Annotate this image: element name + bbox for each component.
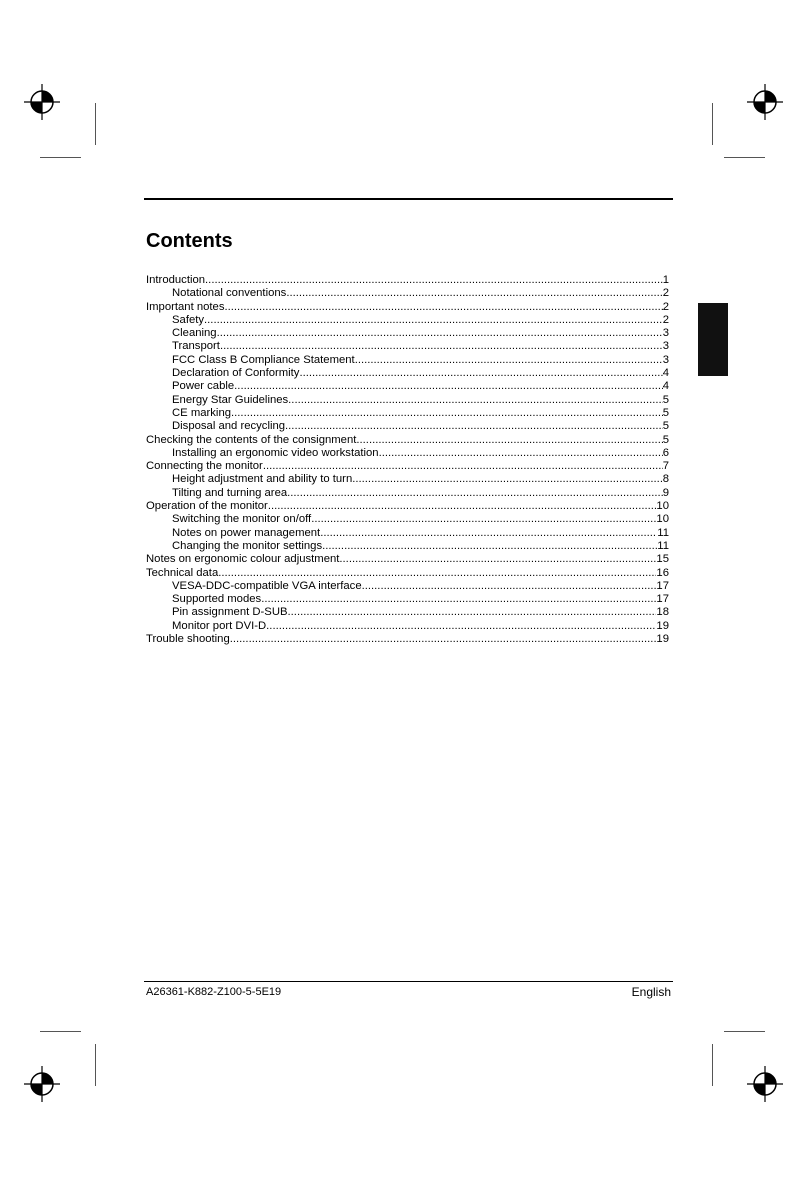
crop-line (724, 1031, 765, 1032)
toc-entry-page: 11 (657, 539, 669, 552)
registration-mark-icon (22, 1064, 62, 1104)
toc-entry-page: 15 (656, 553, 669, 566)
toc-leader-dots (355, 354, 663, 367)
registration-mark-icon (745, 82, 785, 122)
toc-entry[interactable] (146, 580, 669, 593)
toc-entry-page: 10 (656, 500, 669, 513)
toc-entry[interactable] (146, 434, 669, 447)
toc-entry[interactable] (146, 567, 669, 580)
toc-entry-page: 17 (656, 593, 669, 606)
toc-entry-label: Operation of the monitor (146, 500, 268, 513)
toc-leader-dots (234, 380, 663, 393)
document-code: A26361-K882-Z100-5-5E19 (146, 986, 282, 998)
toc-leader-dots (299, 367, 662, 380)
toc-leader-dots (311, 513, 656, 526)
toc-entry-label: Supported modes (172, 593, 262, 606)
toc-entry-page: 2 (662, 313, 669, 326)
page-title: Contents (146, 230, 233, 252)
toc-entry-label: Changing the monitor settings (172, 539, 323, 552)
toc-entry-label: Notes on power management (172, 526, 321, 539)
toc-leader-dots (205, 274, 663, 287)
toc-entry[interactable] (146, 287, 669, 300)
toc-entry-page: 7 (662, 460, 669, 473)
toc-entry-label: Monitor port DVI-D (172, 619, 267, 632)
toc-entry[interactable] (146, 380, 669, 393)
toc-entry-label: Trouble shooting (146, 633, 230, 646)
toc-entry-page: 1 (662, 274, 669, 286)
toc-leader-dots (286, 287, 662, 300)
toc-entry[interactable] (146, 394, 669, 407)
toc-entry[interactable] (146, 327, 669, 340)
toc-entry[interactable] (146, 593, 669, 606)
toc-entry[interactable] (146, 527, 669, 540)
toc-entry-page: 2 (662, 300, 669, 313)
toc-entry-page: 3 (662, 327, 669, 340)
toc-entry-page: 8 (662, 473, 669, 486)
toc-leader-dots (322, 540, 657, 553)
toc-entry[interactable] (146, 354, 669, 367)
toc-leader-dots (225, 301, 663, 314)
registration-mark-icon (745, 1064, 785, 1104)
toc-leader-dots (263, 460, 663, 473)
registration-mark-icon (22, 82, 62, 122)
toc-leader-dots (379, 447, 663, 460)
toc-leader-dots (287, 487, 663, 500)
toc-entry[interactable] (146, 340, 669, 353)
toc-entry-label: Safety (172, 313, 205, 326)
toc-leader-dots (230, 633, 657, 646)
toc-entry-label: Cleaning (172, 327, 217, 340)
toc-entry-label: Power cable (172, 380, 235, 393)
language-tab-marker (698, 303, 728, 376)
toc-entry[interactable] (146, 513, 669, 526)
toc-entry-label: CE marking (172, 406, 232, 419)
toc-entry-label: FCC Class B Compliance Statement (172, 353, 355, 366)
toc-entry[interactable] (146, 301, 669, 314)
toc-entry[interactable] (146, 367, 669, 380)
toc-entry-label: Checking the contents of the consignment (146, 433, 357, 446)
toc-entry[interactable] (146, 447, 669, 460)
toc-leader-dots (285, 420, 663, 433)
toc-entry-label: Transport (172, 340, 220, 353)
toc-leader-dots (220, 340, 663, 353)
toc-entry-page: 16 (656, 566, 669, 579)
toc-entry-label: Disposal and recycling (172, 420, 286, 433)
toc-entry-label: Tilting and turning area (172, 486, 288, 499)
toc-entry-page: 5 (662, 406, 669, 419)
toc-entry-label: Pin assignment D-SUB (172, 606, 288, 619)
crop-line (712, 1044, 713, 1086)
toc-entry-page: 9 (662, 486, 669, 499)
toc-leader-dots (339, 553, 656, 566)
toc-entry[interactable] (146, 633, 669, 646)
toc-entry-label: Notational conventions (172, 287, 287, 300)
toc-entry-page: 2 (662, 287, 669, 300)
crop-line (40, 1031, 81, 1032)
toc-entry[interactable] (146, 606, 669, 619)
toc-entry-page: 3 (662, 353, 669, 366)
toc-leader-dots (320, 527, 657, 540)
toc-entry-page: 6 (662, 446, 669, 459)
footer-language: English (631, 985, 671, 999)
toc-entry[interactable] (146, 420, 669, 433)
toc-entry-page: 17 (656, 579, 669, 592)
toc-entry[interactable] (146, 540, 669, 553)
table-of-contents (146, 274, 669, 646)
toc-entry[interactable] (146, 460, 669, 473)
toc-leader-dots (217, 327, 663, 340)
toc-leader-dots (288, 394, 663, 407)
toc-entry-label: Important notes (146, 300, 225, 313)
toc-entry[interactable] (146, 314, 669, 327)
toc-leader-dots (204, 314, 663, 327)
toc-entry-page: 19 (656, 633, 669, 646)
toc-entry-page: 18 (656, 606, 669, 619)
toc-leader-dots (352, 473, 662, 486)
toc-entry-label: Energy Star Guidelines (172, 393, 289, 406)
toc-entry-page: 5 (662, 433, 669, 446)
toc-leader-dots (266, 620, 656, 633)
toc-entry-page: 10 (656, 513, 669, 526)
toc-leader-dots (231, 407, 663, 420)
toc-leader-dots (268, 500, 657, 513)
toc-entry[interactable] (146, 407, 669, 420)
footer-rule (144, 981, 673, 982)
crop-line (95, 103, 96, 145)
toc-entry[interactable] (146, 553, 669, 566)
toc-entry[interactable] (146, 274, 669, 287)
toc-entry-page: 3 (662, 340, 669, 353)
toc-entry-page: 4 (662, 380, 669, 393)
toc-entry-label: Declaration of Conformity (172, 367, 300, 380)
toc-entry-label: Height adjustment and ability to turn (172, 473, 353, 486)
toc-entry-label: VESA-DDC-compatible VGA interface (172, 579, 362, 592)
crop-line (724, 157, 765, 158)
toc-entry-page: 5 (662, 420, 669, 433)
crop-line (712, 103, 713, 145)
toc-entry[interactable] (146, 620, 669, 633)
header-rule (144, 198, 673, 200)
toc-leader-dots (288, 606, 657, 619)
toc-entry[interactable] (146, 487, 669, 500)
toc-entry-label: Installing an ergonomic video workstation (172, 446, 379, 459)
toc-leader-dots (218, 567, 656, 580)
toc-entry-page: 19 (656, 619, 669, 632)
toc-entry-page: 5 (662, 393, 669, 406)
toc-leader-dots (261, 593, 656, 606)
toc-leader-dots (356, 434, 662, 447)
toc-entry-page: 11 (657, 526, 669, 539)
toc-entry[interactable] (146, 500, 669, 513)
toc-entry-label: Connecting the monitor (146, 460, 263, 473)
toc-entry-label: Introduction (146, 274, 206, 286)
toc-entry-label: Notes on ergonomic colour adjustment (146, 553, 340, 566)
toc-entry-label: Technical data (146, 566, 219, 579)
crop-line (40, 157, 81, 158)
toc-leader-dots (362, 580, 657, 593)
toc-entry-page: 4 (662, 367, 669, 380)
crop-line (95, 1044, 96, 1086)
toc-entry-label: Switching the monitor on/off (172, 513, 312, 526)
toc-entry[interactable] (146, 473, 669, 486)
